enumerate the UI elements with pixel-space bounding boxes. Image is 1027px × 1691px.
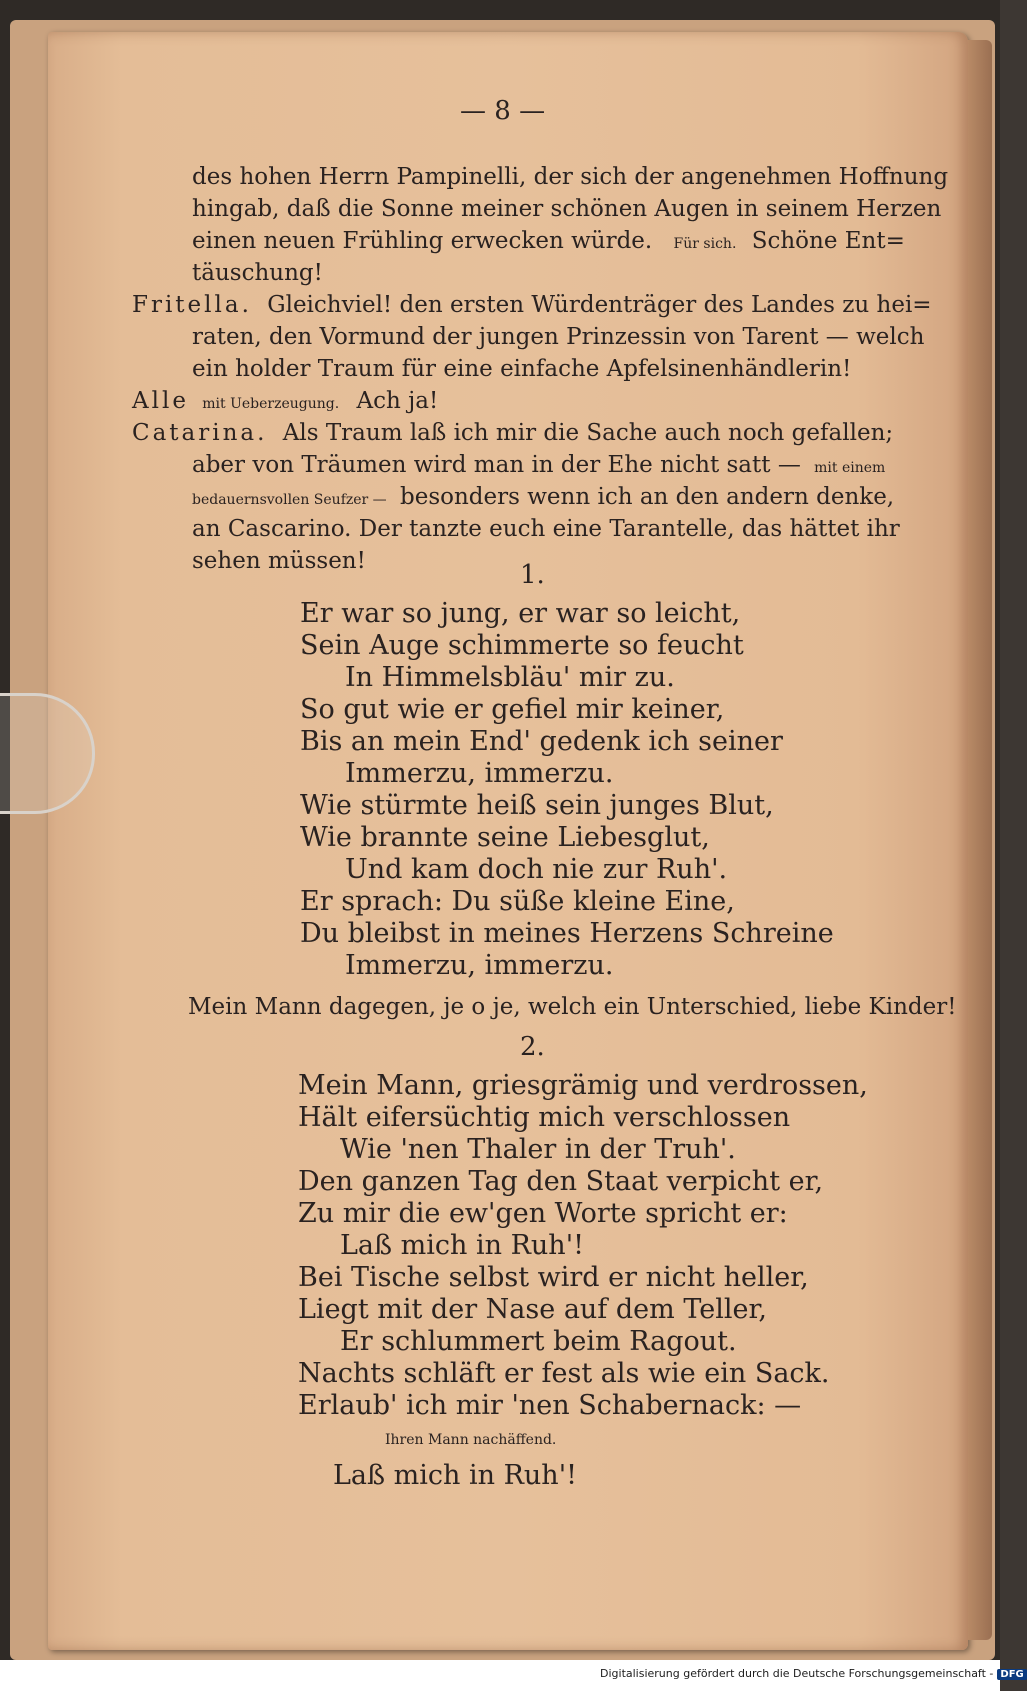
- verse-2-last-line: Laß mich in Ruh'!: [333, 1460, 577, 1491]
- verse-2-line-3: Wie 'nen Thaler in der Truh'.: [340, 1134, 736, 1165]
- stage-direction-alle: mit Ueberzeugung.: [202, 396, 340, 412]
- dfg-logo: DFG: [997, 1669, 1026, 1680]
- catarina-line-3: [192, 484, 894, 510]
- verse-2-line-2: Hält eifersüchtig mich verschlossen: [298, 1102, 791, 1133]
- fritella-line-2: raten, den Vormund der jungen Prinzessin von Tarent — welch: [192, 324, 925, 350]
- verse-1-line-12: Immerzu, immerzu.: [345, 950, 614, 981]
- verse-1-number: 1.: [520, 560, 545, 590]
- verse-1-line-9: Und kam doch nie zur Ruh'.: [345, 854, 728, 885]
- interlude-line: Mein Mann dagegen, je o je, welch ein Unterschied, liebe Kinder!: [188, 994, 957, 1020]
- stage-direction-mimic: Ihren Mann nachäffend.: [385, 1432, 557, 1448]
- verse-2-line-1: Mein Mann, griesgrämig und verdrossen,: [298, 1070, 868, 1101]
- speaker-catarina: Catarina.: [132, 420, 268, 446]
- alle-line: [132, 388, 438, 414]
- catarina-text-2: aber von Träumen wird man in der Ehe nicht satt —: [192, 452, 801, 478]
- speaker-fritella: Fritella.: [132, 292, 252, 318]
- alle-text: Ach ja!: [356, 388, 439, 414]
- prose-line-1: des hohen Herrn Pampinelli, der sich der angenehmen Hoffnung: [192, 164, 949, 190]
- prose-line-3: [192, 228, 905, 254]
- verse-1-line-11: Du bleibst in meines Herzens Schreine: [300, 918, 834, 949]
- digitization-credit: [600, 1667, 1024, 1685]
- verse-1-line-1: Er war so jung, er war so leicht,: [300, 598, 741, 629]
- verse-1-line-2: Sein Auge schimmerte so feucht: [300, 630, 744, 661]
- fritella-text-1: Gleichviel! den ersten Würdenträger des Landes zu hei=: [267, 292, 932, 318]
- fritella-line-1: [132, 292, 932, 318]
- fritella-line-3: ein holder Traum für eine einfache Apfelsinenhändlerin!: [192, 356, 852, 382]
- verse-1-line-10: Er sprach: Du süße kleine Eine,: [300, 886, 735, 917]
- verse-1-line-3: In Himmelsbläu' mir zu.: [345, 662, 675, 693]
- catarina-line-5: sehen müssen!: [192, 548, 366, 574]
- prose-line-3-tail: Schöne Ent=: [751, 228, 905, 254]
- stage-direction-sigh-2: bedauernsvollen Seufzer —: [192, 492, 387, 508]
- catarina-line-4: an Cascarino. Der tanzte euch eine Tarantelle, das hättet ihr: [192, 516, 900, 542]
- prose-line-4: täuschung!: [192, 260, 323, 286]
- verse-1-line-5: Bis an mein End' gedenk ich seiner: [300, 726, 783, 757]
- stage-direction-aside: Für sich.: [673, 236, 737, 252]
- verse-2-line-8: Liegt mit der Nase auf dem Teller,: [298, 1294, 767, 1325]
- verse-2-line-11: Erlaub' ich mir 'nen Schabernack: —: [298, 1390, 802, 1421]
- page-edge: [968, 40, 992, 1640]
- catarina-text-1: Als Traum laß ich mir die Sache auch noch gefallen;: [282, 420, 894, 446]
- page-number: — 8 —: [460, 96, 546, 126]
- verse-2-line-5: Zu mir die ew'gen Worte spricht er:: [298, 1198, 788, 1229]
- credit-text: Digitalisierung gefördert durch die Deutsche Forschungsgemeinschaft -: [600, 1667, 994, 1680]
- prose-line-2: hingab, daß die Sonne meiner schönen Augen in seinem Herzen: [192, 196, 942, 222]
- verse-1-line-7: Wie stürmte heiß sein junges Blut,: [300, 790, 774, 821]
- verse-2-line-6: Laß mich in Ruh'!: [340, 1230, 584, 1261]
- verse-2-number: 2.: [520, 1032, 545, 1062]
- catarina-line-1: [132, 420, 893, 446]
- catarina-line-2: [192, 452, 885, 478]
- catarina-text-3: besonders wenn ich an den andern denke,: [400, 484, 895, 510]
- verse-1-line-8: Wie brannte seine Liebesglut,: [300, 822, 710, 853]
- verse-1-line-4: So gut wie er gefiel mir keiner,: [300, 694, 725, 725]
- verse-2-line-7: Bei Tische selbst wird er nicht heller,: [298, 1262, 809, 1293]
- verse-1-line-6: Immerzu, immerzu.: [345, 758, 614, 789]
- speaker-alle: Alle: [132, 388, 189, 414]
- prose-line-3-text: einen neuen Frühling erwecken würde.: [192, 228, 653, 254]
- stage-direction-sigh-1: mit einem: [814, 460, 886, 476]
- verse-2-line-10: Nachts schläft er fest als wie ein Sack.: [298, 1358, 830, 1389]
- verse-2-line-9: Er schlummert beim Ragout.: [340, 1326, 737, 1357]
- verse-2-line-4: Den ganzen Tag den Staat verpicht er,: [298, 1166, 824, 1197]
